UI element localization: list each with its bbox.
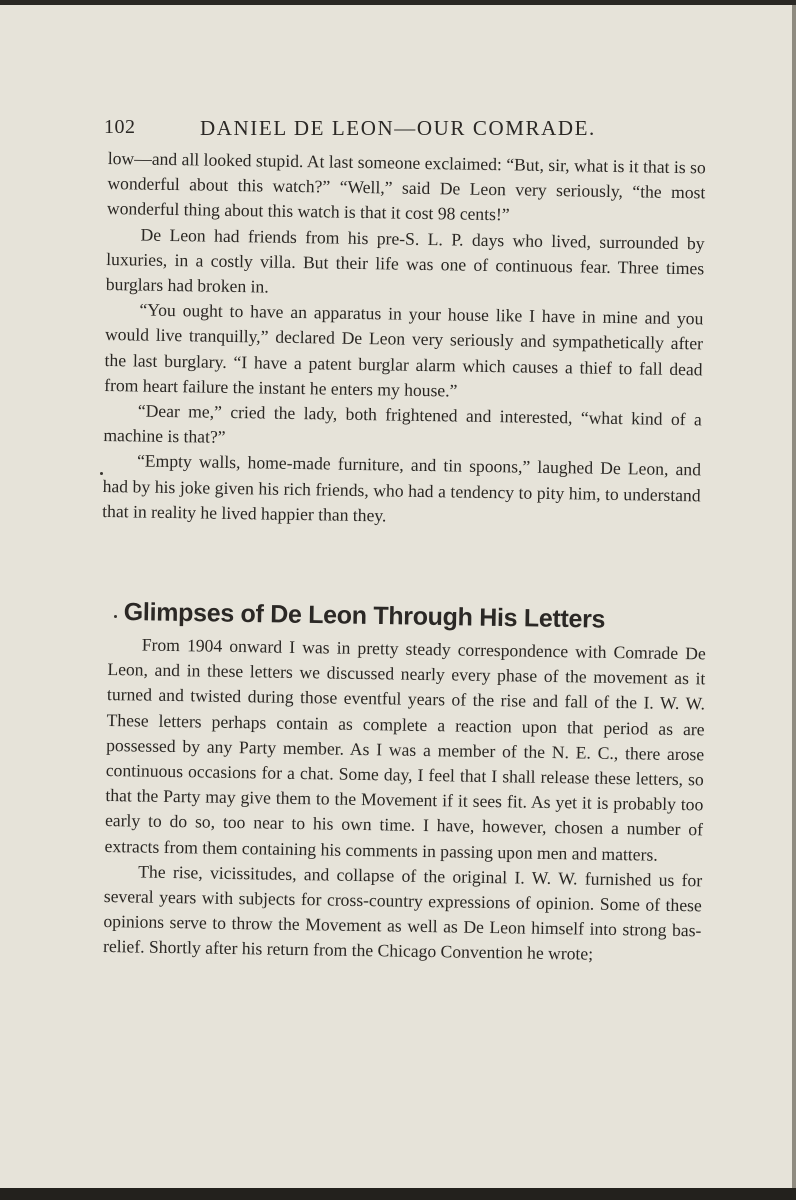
page-header [104,112,714,148]
paragraph: From 1904 onward I was in pretty steady correspondence with Comrade De Leon, and in these letters we discussed nearly every phase of the movement as it turned and twisted during those eventful years of the rise and fall of the I. W. W. These letters perhaps contain as complete a reaction upon that period as are possessed by any Party member. As I was a member of the N. E. C., there arose continuous occasions for a chat. Some day, I feel that I shall release these letters, so that the Party may give them to the Movement if it sees fit. As yet it is probably too early to do so, too near to his own time. I have, however, chosen a number of extracts from them containing his comments in passing upon men and matters. [104,634,706,865]
running-head: DANIEL DE LEON—OUR COMRADE. [200,116,596,140]
paragraph: The rise, vicissitudes, and collapse of the original I. W. W. furnished us for several years with subjects for cross-country expressions of opinion. Some of these opinions serve to throw the Movement as well as De Leon himself into strong bas-relief. Shortly after his return from the Chicago Convention he wrote; [102,861,703,965]
section-heading: Glimpses of De Leon Through His Letters [123,598,606,634]
body-text-top [102,146,706,533]
paragraph: “Dear me,” cried the lady, both frightened and interested, “what kind of a machine is that?” [103,400,702,448]
print-speck [114,615,117,618]
scan-bottom-edge [0,1188,796,1200]
page-number: 102 [104,116,136,138]
paragraph: De Leon had friends from his pre-S. L. P. days who lived, surrounded by luxuries, in a costly villa. But their life was one of continuous fear. Three times burglars had broken in. [105,224,705,297]
paragraph: low—and all looked stupid. At last someone exclaimed: “But, sir, what is it that is so wonderful about this watch?” “Well,” said De Leon very seriously, “the most wonderful thing about this watch is that it cost 98 cents!” [106,147,706,225]
print-speck [100,472,103,475]
scan-top-edge [0,0,796,5]
paragraph: “You ought to have an apparatus in your house like I have in mine and you would live tranquilly,” declared De Leon very seriously and sympathetically after the last burglary. “I have a patent burglar alarm which causes a thief to fall dead from heart failure the instant he enters my house.” [104,299,704,401]
paragraph: “Empty walls, home-made furniture, and tin spoons,” laughed De Leon, and had by his joke given his rich friends, who had a tendency to pity him, to understand that in reality he lived happier than they. [102,450,702,526]
body-text-bottom [103,632,706,969]
